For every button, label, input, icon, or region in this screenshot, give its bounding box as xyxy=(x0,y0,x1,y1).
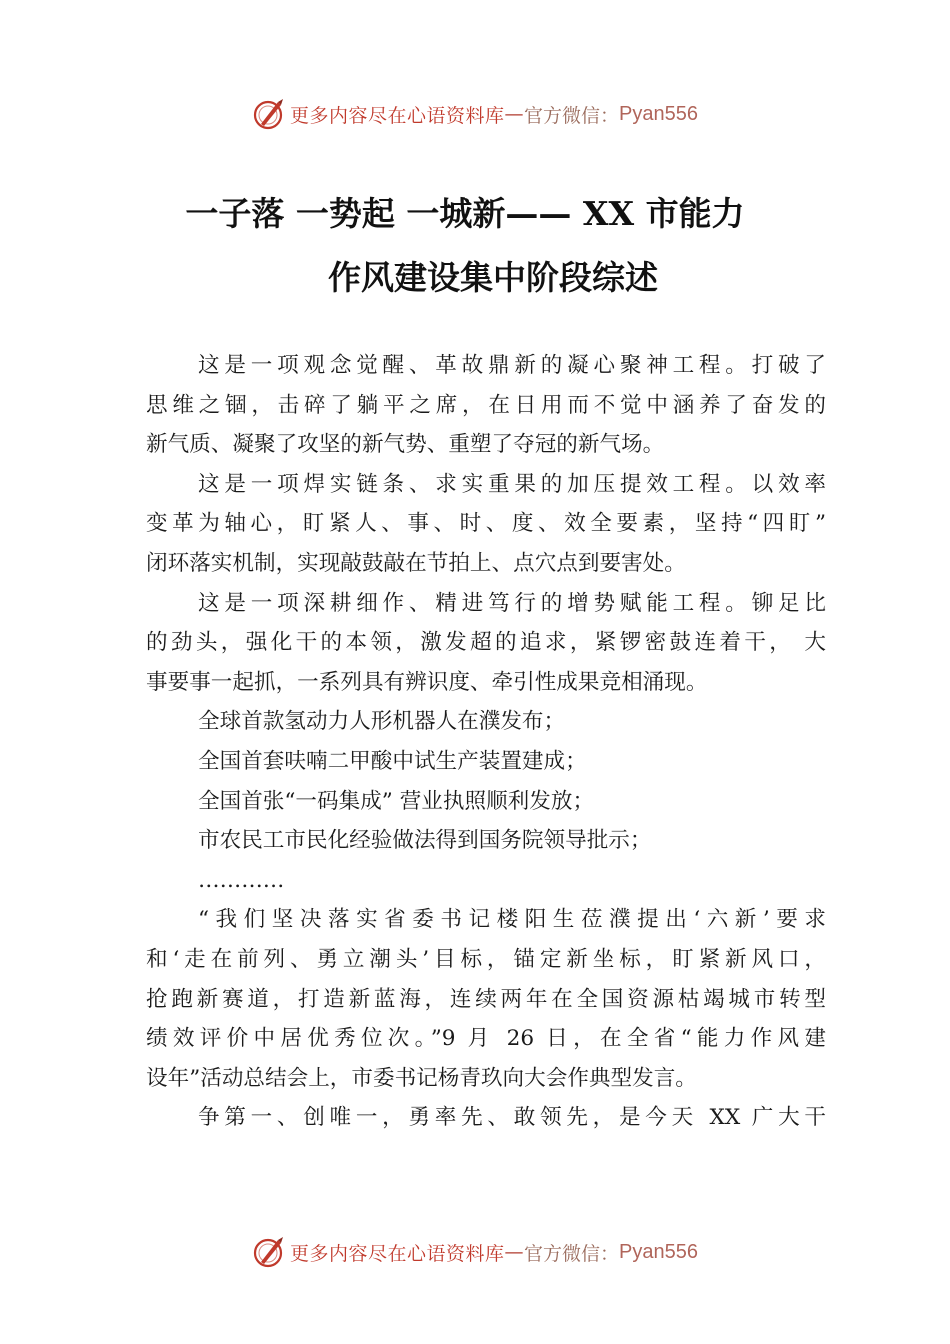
paragraph-line: 抢跑新赛道，打造新蓝海，连续两年在全国资源枯竭城市转型 xyxy=(146,986,826,1012)
paragraph-line: 闭环落实机制，实现敲鼓敲在节拍上、点穴点到要害处。 xyxy=(146,550,686,576)
paragraph-line: 的劲头，强化干的本领，激发超的追求，紧锣密鼓连着干， 大 xyxy=(146,630,826,656)
document-body xyxy=(146,346,826,1138)
paragraph-line: 这是一项观念觉醒、革故鼎新的凝心聚神工程。打破了 xyxy=(198,353,826,378)
header-watermark xyxy=(0,94,950,134)
paragraph-line: 新气质、凝聚了攻坚的新气势、重塑了夺冠的新气场。 xyxy=(146,432,665,458)
document-title-line-2: 作风建设集中阶段综述 xyxy=(328,258,658,297)
paragraph-line: 事要事一起抓，一系列具有辨识度、牵引性成果竞相涌现。 xyxy=(146,669,708,695)
achievement-item: 全国首套呋喃二甲酸中试生产装置建成； xyxy=(198,748,587,774)
footer-watermark xyxy=(0,1232,950,1272)
paragraph-line: 设年”活动总结会上，市委书记杨青玖向大会作典型发言。 xyxy=(146,1065,697,1091)
paragraph-line: “我们坚决落实省委书记楼阳生莅濮提出‘六新’要求 xyxy=(198,907,826,933)
watermark-wechat-label: 官方微信： xyxy=(524,1242,620,1265)
watermark-site-text: 更多内容尽在心语资料库 xyxy=(290,104,505,127)
watermark-dash: — xyxy=(504,103,525,125)
ellipsis-line: ………… xyxy=(198,867,285,893)
watermark-wechat-id: Pyan556 xyxy=(619,102,698,125)
paragraph-line: 思维之锢，击碎了躺平之席，在日用而不觉中涵养了奋发的 xyxy=(146,392,826,418)
watermark-wechat-id: Pyan556 xyxy=(619,1240,698,1263)
paragraph-line: 和‘走在前列、勇立潮头’目标，锚定新坐标，盯紧新风口， xyxy=(146,946,826,972)
watermark-wechat-label: 官方微信： xyxy=(524,104,620,127)
paragraph-line: 绩效评价中居优秀位次。”9 月 26 日，在全省“能力作风建 xyxy=(146,1026,826,1052)
paragraph-line: 变革为轴心，盯紧人、事、时、度、效全要素，坚持“四盯” xyxy=(146,511,826,537)
achievement-item: 市农民工市民化经验做法得到国务院领导批示； xyxy=(198,828,652,854)
watermark-site-text: 更多内容尽在心语资料库 xyxy=(290,1242,505,1265)
paragraph-line: 这是一项深耕细作、精进笃行的增势赋能工程。铆足比 xyxy=(198,590,826,616)
achievement-item: 全球首款氢动力人形机器人在濮发布； xyxy=(198,709,566,735)
achievement-item: 全国首张“一码集成” 营业执照顺利发放； xyxy=(198,788,595,814)
document-title-line-1: 一子落 一势起 一城新—— XX 市能力 xyxy=(185,194,745,233)
paragraph-line: 这是一项焊实链条、求实重果的加压提效工程。以效率 xyxy=(198,471,826,497)
quill-pen-circle-icon xyxy=(252,1235,286,1269)
quill-pen-circle-icon xyxy=(252,97,286,131)
paragraph-line: 争第一、创唯一，勇率先、敢领先，是今天 XX 广大干 xyxy=(198,1105,826,1131)
watermark-dash: — xyxy=(504,1241,525,1263)
